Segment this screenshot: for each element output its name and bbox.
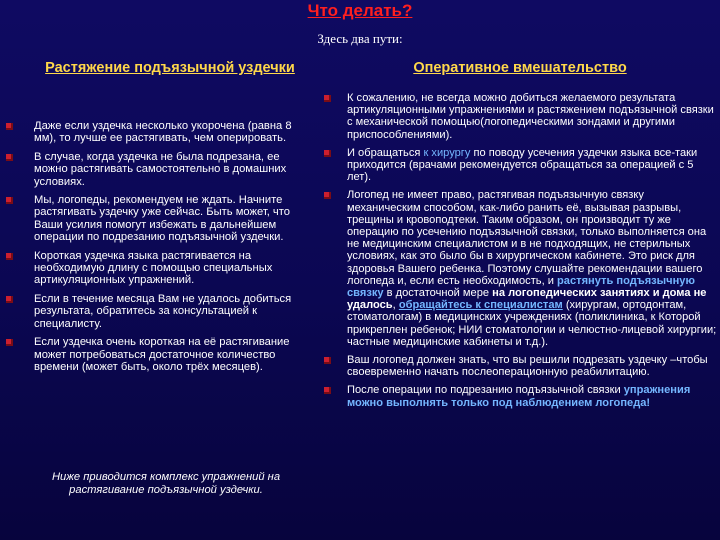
bullet-icon (324, 150, 331, 157)
bullet-icon (324, 192, 331, 199)
list-item: После операции по подрезанию подъязычной связки упражнения можно выполнять только под наблюдением логопеда! (322, 384, 718, 408)
left-column (6, 120, 311, 379)
left-column-heading: Растяжение подъязычной уздечки (45, 60, 295, 76)
bullet-icon (324, 95, 331, 102)
list-item: В случае, когда уздечка не была подрезана, ее можно растягивать самостоятельно в домашних условиях. (6, 151, 311, 188)
slide-subtitle: Здесь два пути: (317, 31, 403, 46)
bullet-icon (6, 296, 13, 303)
list-item: Мы, логопеды, рекомендуем не ждать. Начните растягивать уздечку уже сейчас. Быть может, что Ваши усилия помогут избежать в дальнейшем операции по подрезанию подъязычной уздечки. (6, 194, 311, 244)
bullet-icon (6, 123, 13, 130)
bullet-icon (324, 387, 331, 394)
list-item: Даже если уздечка несколько укорочена (равна 8 мм), то лучше ее растягивать, чем оперировать. (6, 120, 311, 145)
slide-title: Что делать? (307, 1, 413, 20)
emphasis-text: упражнения можно выполнять только под наблюдением логопеда! (347, 384, 691, 409)
list-item: Логопед не имеет право, растягивая подъязычную связку механическим способом, как-либо ранить её, вызывая разрывы, трещины и кровоподтеки. Таким образом, он производит ту же операцию по усечению подъязычной связки, только выполняется она не медицинским специалистом и в не подходящих, не стерильных условиях, как это было бы в хирургическом кабинете. Это риск для здоровья Вашего ребенка. Поэтому слушайте рекомендации вашего логопеда и, если есть необходимость, и растянуть подъязычную связку в достаточной мере на логопедических занятиях и дома не удалось, обращайтесь к специалистам (хирургам, ортодонтам, стоматологам) в медицинских учреждениях (поликлиника, к Которой прикреплен ребенок; НИИ стоматологии и челюстно-лицевой хирургии; частные медицинские кабинеты и т.д.). (322, 189, 718, 348)
list-item: Ваш логопед должен знать, что вы решили подрезать уздечку –чтобы своевременно начать послеоперационную реабилитацию. (322, 354, 718, 378)
emphasis-text: на логопедических занятиях и дома не удалось (347, 287, 707, 312)
list-item: Короткая уздечка языка растягивается на необходимую длину с помощью специальных артикуляционных упражнений. (6, 250, 311, 287)
bullet-icon (6, 197, 13, 204)
bullet-icon (6, 253, 13, 260)
list-item: К сожалению, не всегда можно добиться желаемого результата артикуляционными упражнениями и растяжением подъязычной связки с механической помощью(логопедическими зондами и другими приспособлениями). (322, 92, 718, 141)
list-item: Если в течение месяца Вам не удалось добиться результата, обратитесь за консультацией к специалисту. (6, 293, 311, 330)
exercise-note: Ниже приводится комплекс упражнений на растягивание подъязычной уздечки. (51, 471, 281, 496)
bullet-icon (6, 339, 13, 346)
emphasis-text: обращайтесь к специалистам (398, 299, 563, 312)
right-column-heading: Оперативное вмешательство (413, 60, 627, 76)
emphasis-text: растянуть подъязычную связку (347, 274, 695, 300)
right-column (322, 92, 718, 415)
bullet-icon (6, 154, 13, 161)
list-item: Если уздечка очень короткая на её растягивание может потребоваться достаточное количество времени (может быть, около трёх месяцев). (6, 336, 311, 373)
surgeon-link: к хирургу (423, 146, 471, 159)
bullet-icon (324, 357, 331, 364)
list-item: И обращаться к хирургу по поводу усечения уздечки языка все-таки приходится (врачами рекомендуется обращаться за операцией с 5 лет). (322, 147, 718, 184)
